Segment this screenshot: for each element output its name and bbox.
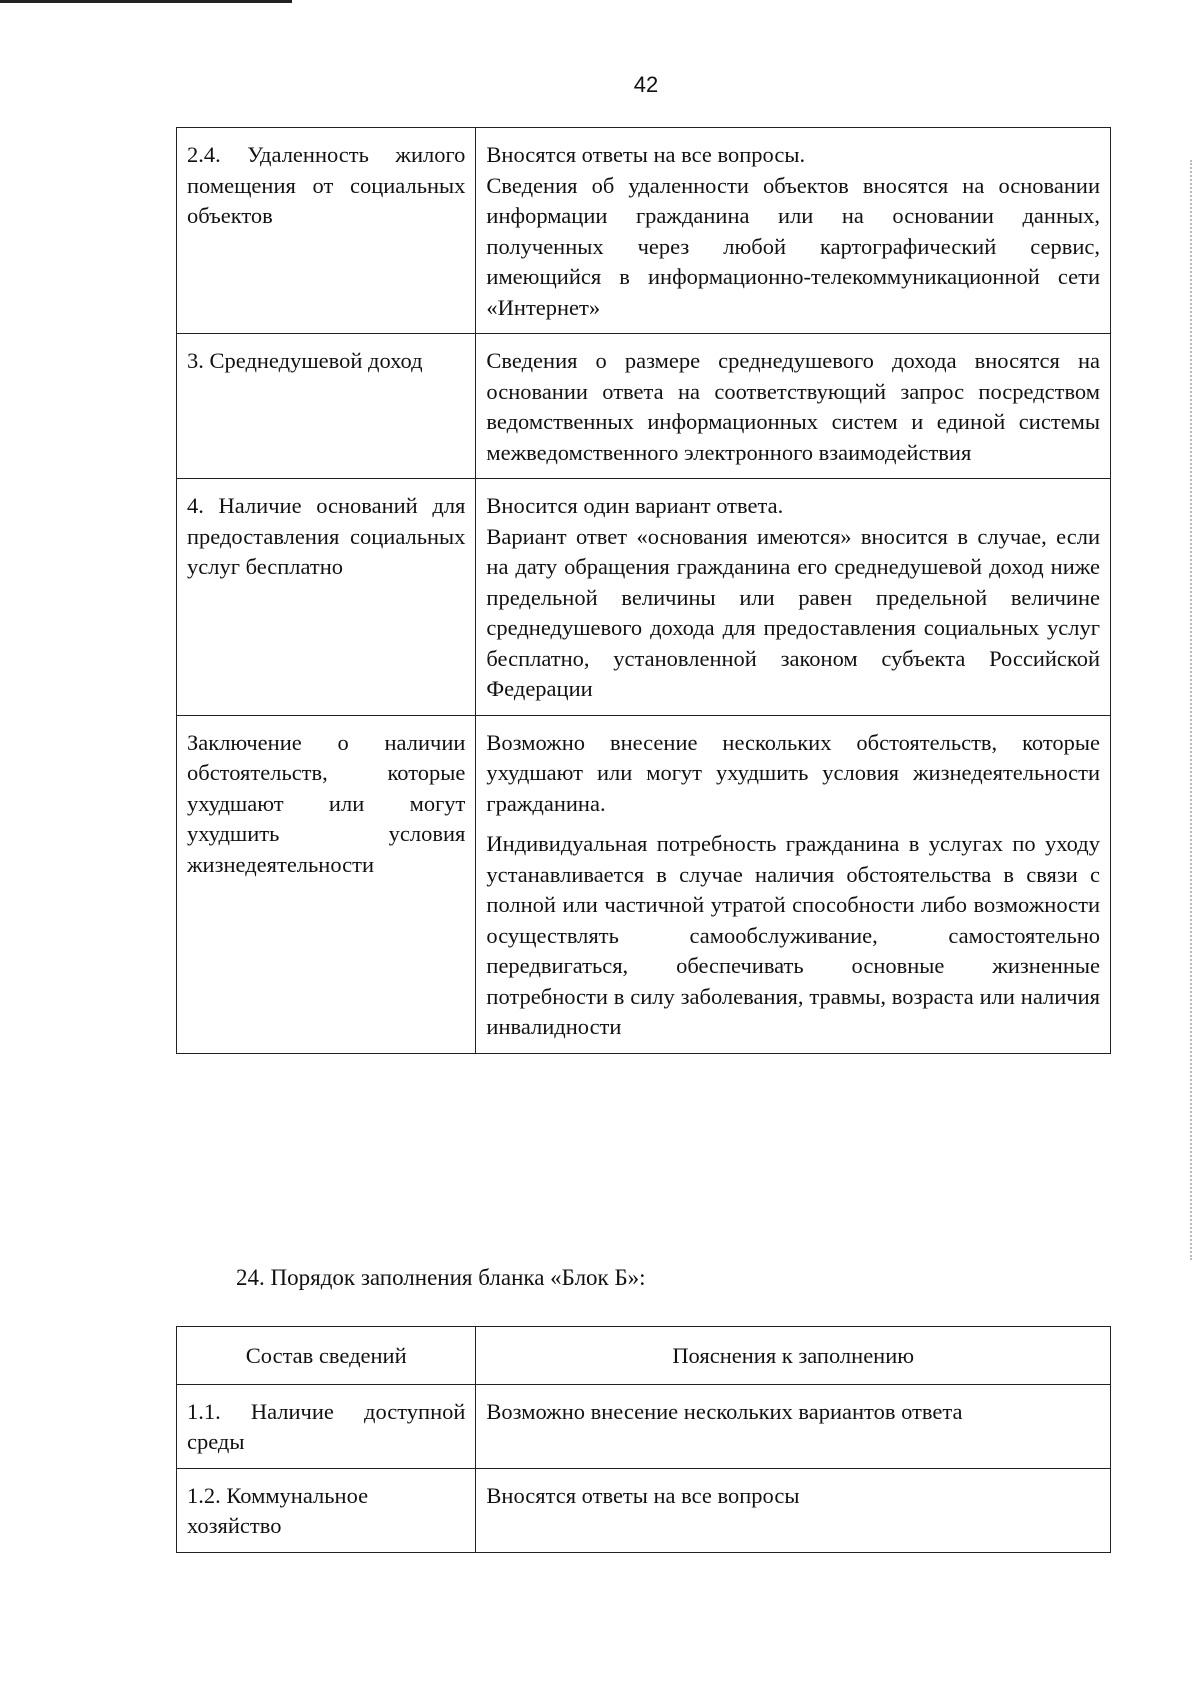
table-row [177,1468,1111,1552]
top-rule [0,0,292,3]
table-row [177,1384,1111,1468]
row-explanation [476,128,1111,334]
table-row [177,479,1111,716]
explanation-paragraph: Вариант ответ «основания имеются» вносится в случае, если на дату обращения гражданина его среднедушевой доход ниже предельной величины или равен предельной величине среднедушевого дохода для предоставления социальных услуг бесплатно, установленной законом субъекта Российской Федерации [486,523,1100,701]
row-label: 2.4. Удаленность жилого помещения от социальных объектов [177,128,476,334]
table-row [177,128,1111,334]
row-label: 1.2. Коммунальное хозяйство [177,1468,476,1552]
row-explanation [476,334,1111,479]
explanation-paragraph: Сведения о размере среднедушевого дохода вносятся на основании ответа на соответствующий запрос посредством ведомственных информационных систем и единой системы межведомственного электронного взаимодействия [486,348,1100,465]
row-label: 1.1. Наличие доступной среды [177,1384,476,1468]
row-explanation: Вносятся ответы на все вопросы [476,1468,1111,1552]
column-header-composition: Состав сведений [177,1327,476,1385]
fill-rules-table-a [176,127,1111,1054]
row-label: 4. Наличие оснований для предоставления социальных услуг бесплатно [177,479,476,716]
page-number: 42 [633,72,659,97]
row-explanation: Возможно внесение нескольких вариантов ответа [476,1384,1111,1468]
explanation-paragraph: Сведения об удаленности объектов вносятся на основании информации гражданина или на основании данных, полученных через любой картографический сервис, имеющийся в информационно-телекоммуникационной сети «Интернет» [486,172,1100,320]
explanation-paragraph: Индивидуальная потребность гражданина в услугах по уходу устанавливается в случае наличия обстоятельства в связи с полной или частичной утратой способности либо возможности осуществлять самообслуживание, самостоятельно передвигаться, обеспечивать основные жизненные потребности в силу заболевания, травмы, возраста или наличия инвалидности [486,831,1100,1039]
table-row [177,715,1111,1053]
section-heading: 24. Порядок заполнения бланка «Блок Б»: [236,1265,646,1290]
table-row [177,334,1111,479]
scan-edge-marks [1188,160,1192,1260]
explanation-paragraph: Возможно внесение нескольких обстоятельств, которые ухудшают или могут ухудшить условия жизнедеятельности гражданина. [486,729,1100,816]
explanation-paragraph: Вносятся ответы на все вопросы. [486,142,806,167]
column-header-explanations: Пояснения к заполнению [476,1327,1111,1385]
explanation-paragraph: Вносится один вариант ответа. [486,493,784,518]
fill-rules-table-b [176,1326,1111,1553]
row-label: 3. Среднедушевой доход [177,334,476,479]
table-header-row [177,1327,1111,1385]
row-explanation [476,479,1111,716]
row-explanation [476,715,1111,1053]
row-label: Заключение о наличии обстоятельств, которые ухудшают или могут ухудшить условия жизнедеятельности [177,715,476,1053]
